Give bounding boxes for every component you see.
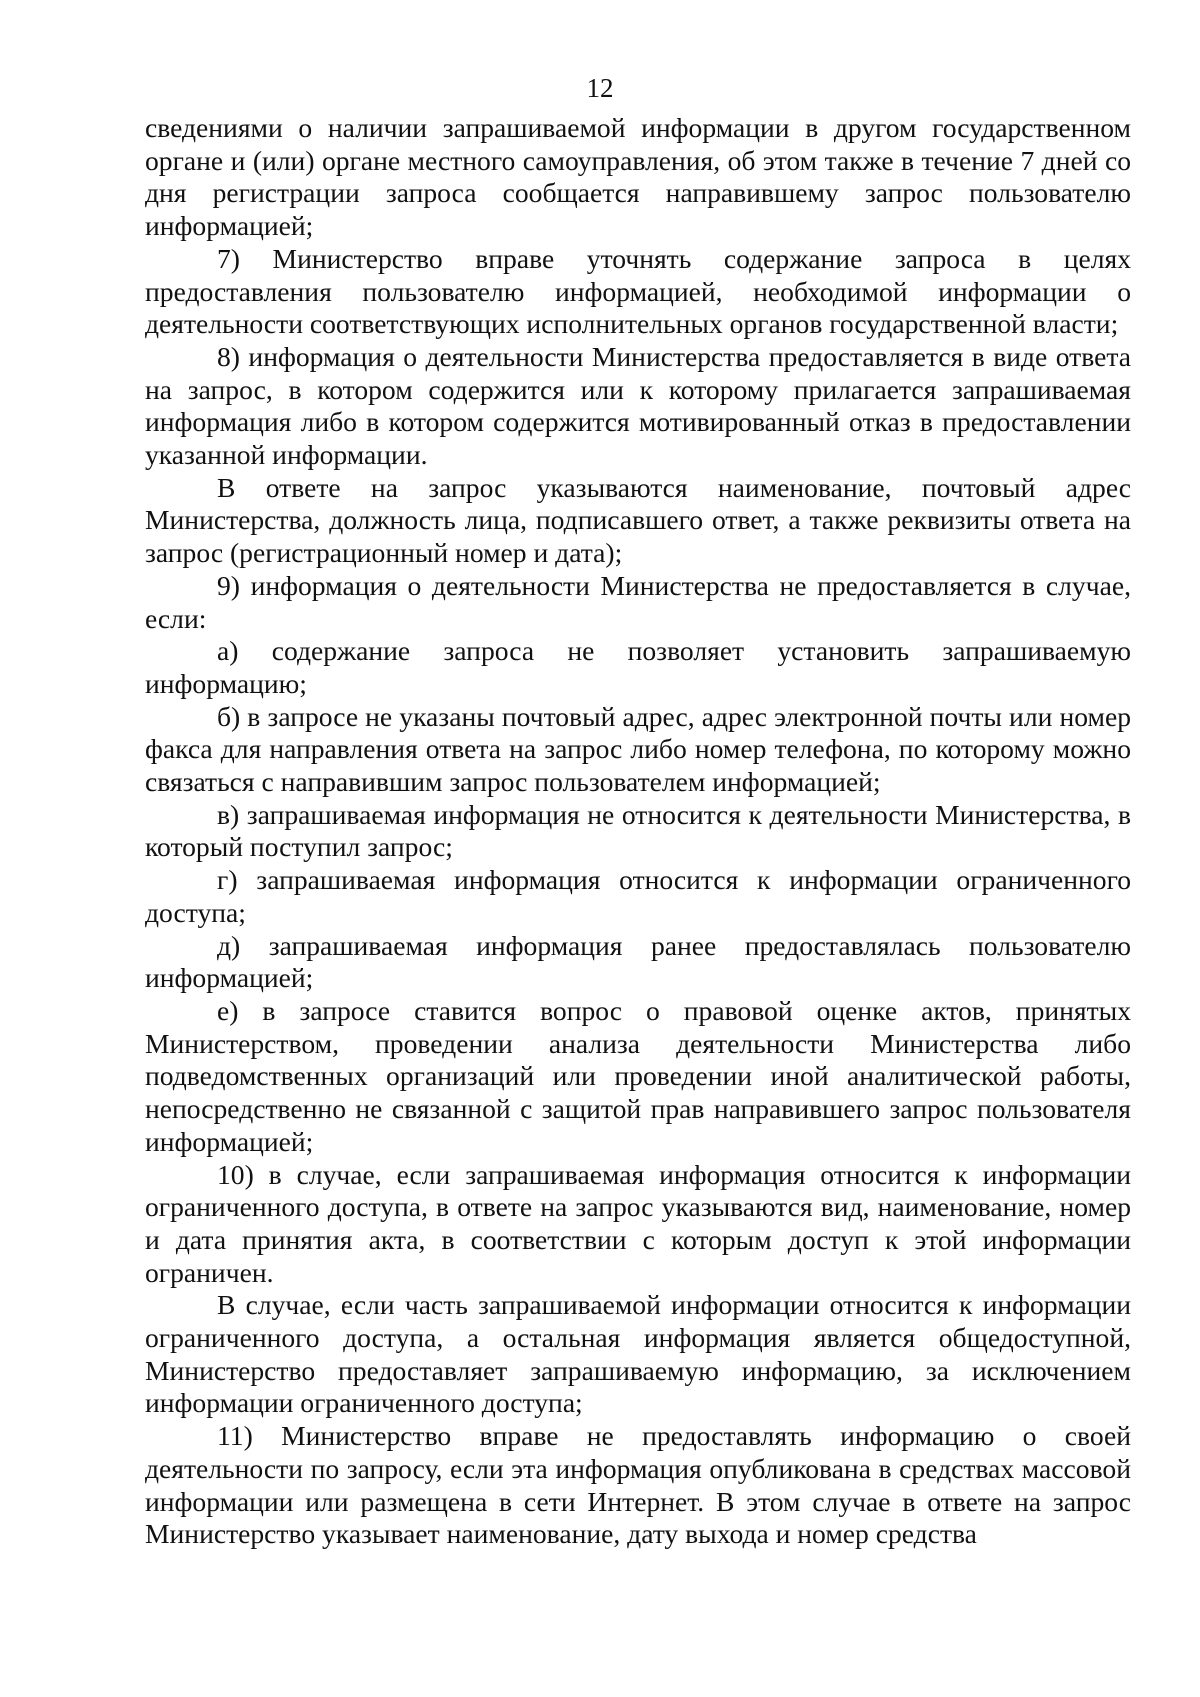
paragraph-item-8: 8) информация о деятельности Министерства предоставляется в виде ответа на запрос, в котором содержится или к которому прилагается запрашиваемая информация либо в котором содержится мотивированный отказ в предоставлении указанной информации. [145,340,1131,471]
paragraph-subitem-d: д) запрашиваемая информация ранее предоставлялась пользователю информацией; [145,929,1131,994]
paragraph-item-11: 11) Министерство вправе не предоставлять информацию о своей деятельности по запросу, если эта информация опубликована в средствах массовой информации или размещена в сети Интернет. В этом случае в ответе на запрос Министерство указывает наименование, дату выхода и номер средства [145,1420,1131,1550]
paragraph-subitem-a: а) содержание запроса не позволяет установить запрашиваемую информацию; [145,635,1131,699]
document-body [145,112,1131,1551]
page-number: 12 [586,73,614,103]
paragraph-answer-details: В ответе на запрос указываются наименование, почтовый адрес Министерства, должность лица, подписавшего ответ, а также реквизиты ответа на запрос (регистрационный номер и дата); [145,471,1131,569]
paragraph-subitem-b: б) в запросе не указаны почтовый адрес, адрес электронной почты или номер факса для направления ответа на запрос либо номер телефона, по которому можно связаться с направившим запрос пользователем информацией; [145,700,1131,798]
paragraph-partial-access: В случае, если часть запрашиваемой информации относится к информации ограниченного доступа, а остальная информация является общедоступной, Министерство предоставляет запрашиваемую информацию, за исключением информации ограниченного доступа; [145,1289,1131,1419]
paragraph-continuation: сведениями о наличии запрашиваемой информации в другом государственном органе и (или) органе местного самоуправления, об этом также в течение 7 дней со дня регистрации запроса сообщается направившему запрос пользователю информацией; [145,112,1131,242]
paragraph-subitem-g: г) запрашиваемая информация относится к информации ограниченного доступа; [145,864,1131,928]
paragraph-item-7: 7) Министерство вправе уточнять содержание запроса в целях предоставления пользователю информацией, необходимой информации о деятельности соответствующих исполнительных органов государственной власти; [145,242,1131,340]
paragraph-subitem-v: в) запрашиваемая информация не относится к деятельности Министерства, в который поступил запрос; [145,798,1131,863]
paragraph-item-9: 9) информация о деятельности Министерства не предоставляется в случае, если: [145,569,1131,634]
paragraph-item-10: 10) в случае, если запрашиваемая информация относится к информации ограниченного доступа, в ответе на запрос указываются вид, наименование, номер и дата принятия акта, в соответствии с которым доступ к этой информации ограничен. [145,1158,1131,1288]
paragraph-subitem-e: е) в запросе ставится вопрос о правовой оценке актов, принятых Министерством, проведении анализа деятельности Министерства либо подведомственных организаций или проведении иной аналитической работы, непосредственно не связанной с защитой прав направившего запрос пользователя информацией; [145,994,1131,1157]
